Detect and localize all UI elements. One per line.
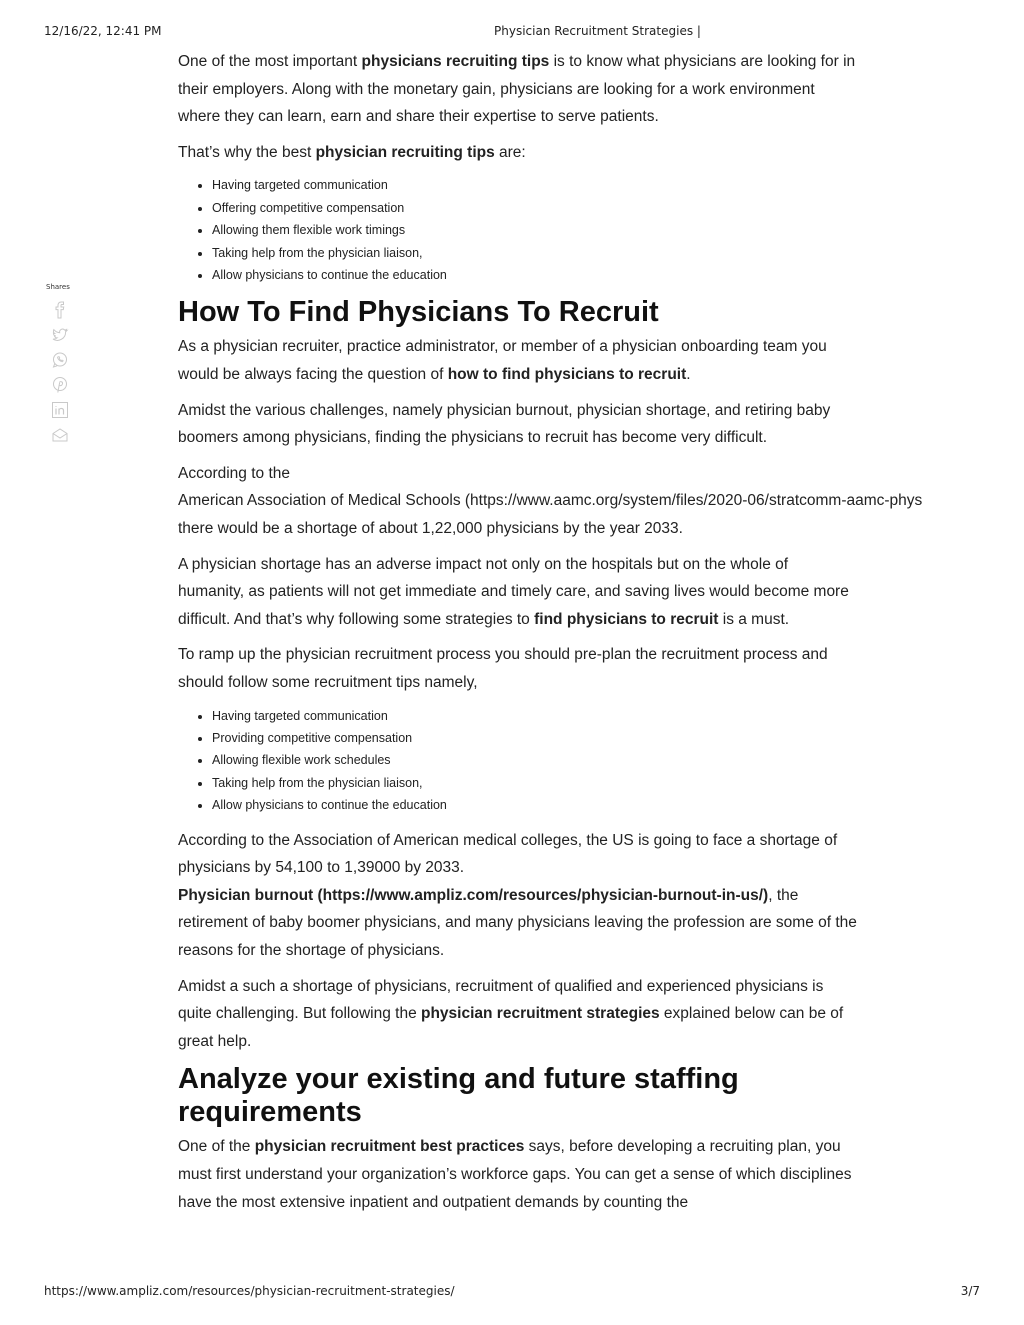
paragraph-recruitment-challenge: Amidst a such a shortage of physicians, recruitment of qualified and experienced physicians is quite challenging. But following the physician recruitment strategies explained below can be of great help.	[178, 977, 844, 1050]
physician-burnout-link[interactable]: Physician burnout (https://www.ampliz.com/resources/physician-burnout-in-us/)	[178, 886, 769, 904]
print-page-title: Physician Recruitment Strategies |	[494, 24, 701, 38]
linkedin-icon[interactable]	[51, 401, 69, 419]
list-item: • Having targeted communication	[212, 705, 858, 727]
share-bar	[46, 283, 76, 451]
pinterest-icon[interactable]	[51, 376, 69, 394]
email-icon[interactable]	[51, 426, 69, 444]
keyword-find-physicians-to-recruit: find physicians to recruit	[534, 610, 719, 628]
keyword-physician-recruitment-strategies: physician recruitment strategies	[421, 1005, 660, 1023]
print-datetime: 12/16/22, 12:41 PM	[44, 24, 162, 38]
recruiting-tips-list	[178, 174, 858, 286]
list-item: • Allowing flexible work schedules	[212, 749, 858, 771]
list-item: • Allowing them flexible work timings	[212, 219, 858, 241]
print-header	[44, 24, 980, 40]
paragraph-ramp-up: To ramp up the physician recruitment process you should pre-plan the recruitment process and should follow some recruitment tips namely,	[178, 646, 828, 691]
list-item: • Allow physicians to continue the education	[212, 264, 858, 286]
facebook-icon[interactable]	[51, 301, 69, 319]
paragraph-best-tips-lead: That’s why the best physician recruiting tips are:	[178, 143, 526, 161]
article-body	[178, 48, 923, 1224]
list-item: • Taking help from the physician liaison,	[212, 772, 858, 794]
list-item: • Allow physicians to continue the education	[212, 794, 858, 816]
paragraph-burnout: Physician burnout (https://www.ampliz.com/resources/physician-burnout-in-us/), the retirement of baby boomer physicians, and many physicians leaving the profession are some of the reasons for the shortage of physicians.	[178, 886, 857, 959]
whatsapp-icon[interactable]	[51, 351, 69, 369]
heading-analyze-staffing: Analyze your existing and future staffing requirements	[178, 1063, 739, 1129]
shares-label: Shares	[46, 283, 70, 291]
paragraph-challenges: Amidst the various challenges, namely physician burnout, physician shortage, and retiring baby boomers among physicians, finding the physicians to recruit has become very difficult.	[178, 401, 831, 447]
print-page-url: https://www.ampliz.com/resources/physician-recruitment-strategies/	[44, 1284, 455, 1298]
keyword-physician-recruiting-tips: physician recruiting tips	[315, 143, 495, 161]
paragraph-shortage-impact: A physician shortage has an adverse impact not only on the hospitals but on the whole of humanity, as patients will not get immediate and timely care, and saving lives would become more difficult. And that’s why following some strategies to find physicians to recruit is a must.	[178, 555, 849, 628]
paragraph-recruiting-tips-intro: One of the most important physicians recruiting tips is to know what physicians are looking for in their employers. Along with the monetary gain, physicians are looking for a work environment where they can learn, earn and share their expertise to serve patients.	[178, 53, 856, 126]
list-item: • Taking help from the physician liaison,	[212, 242, 858, 264]
heading-how-to-find-physicians: How To Find Physicians To Recruit	[178, 296, 659, 329]
paragraph-aams-shortage: According to the American Association of Medical Schools (https://www.aamc.org/system/files/2020-06/stratcomm-aamc-phys there would be a shortage of about 1,22,000 physicians by the year 2033.	[178, 464, 923, 537]
print-page-number: 3/7	[960, 1284, 980, 1298]
print-footer	[44, 1284, 980, 1300]
recruitment-tips-list	[178, 705, 858, 817]
list-item: • Having targeted communication	[212, 174, 858, 196]
paragraph-best-practices: One of the physician recruitment best practices says, before developing a recruiting plan, you must first understand your organization’s workforce gaps. You can get a sense of which disciplines have the most extensive inpatient and outpatient demands by counting the	[178, 1138, 852, 1211]
list-item: • Providing competitive compensation	[212, 727, 858, 749]
twitter-icon[interactable]	[51, 326, 69, 344]
list-item: • Offering competitive compensation	[212, 197, 858, 219]
keyword-how-to-find-physicians: how to find physicians to recruit	[447, 366, 687, 383]
aams-link[interactable]: American Association of Medical Schools (https://www.aamc.org/system/files/2020-06/stratcomm-aamc-phys	[178, 492, 923, 510]
paragraph-recruiter-question: As a physician recruiter, practice administrator, or member of a physician onboarding team you would be always facing the question of how to find physicians to recruit.	[178, 338, 827, 383]
keyword-best-practices: physician recruitment best practices	[254, 1138, 525, 1156]
paragraph-aamc-shortage: According to the Association of American medical colleges, the US is going to face a shortage of physicians by 54,100 to 1,39000 by 2033.	[178, 831, 838, 877]
keyword-physicians-recruiting-tips: physicians recruiting tips	[361, 53, 550, 70]
